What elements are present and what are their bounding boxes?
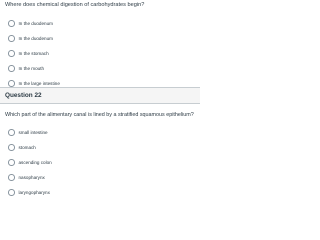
radio-button[interactable] — [8, 65, 15, 72]
answer-list — [0, 16, 200, 91]
question-title: Question 22 — [5, 92, 42, 99]
answer-option[interactable] — [0, 155, 200, 170]
answer-label: small intestine — [18, 129, 48, 135]
radio-button[interactable] — [8, 50, 15, 57]
answer-option[interactable] — [0, 46, 200, 61]
radio-button[interactable] — [8, 159, 15, 166]
answer-option[interactable] — [0, 61, 200, 76]
radio-button[interactable] — [8, 129, 15, 136]
answer-label: In the duodenum — [18, 35, 53, 41]
question-prompt: Where does chemical digestion of carbohydrates begin? — [5, 2, 145, 8]
radio-button[interactable] — [8, 80, 15, 87]
answer-option[interactable] — [0, 125, 200, 140]
question-header — [0, 87, 200, 104]
answer-option[interactable] — [0, 185, 200, 200]
answer-label: In the large intestine — [18, 80, 60, 86]
radio-button[interactable] — [8, 189, 15, 196]
answer-option[interactable] — [0, 170, 200, 185]
question-prompt: Which part of the alimentary canal is lined by a stratified squamous epithelium? — [5, 112, 194, 118]
answer-label: stomach — [18, 144, 36, 150]
radio-button[interactable] — [8, 174, 15, 181]
answer-option[interactable] — [0, 140, 200, 155]
answer-label: ascending colon — [18, 159, 52, 165]
answer-option[interactable] — [0, 16, 200, 31]
radio-button[interactable] — [8, 144, 15, 151]
answer-label: In the stomach — [18, 50, 49, 56]
answer-label: In the mouth — [18, 65, 45, 71]
answer-label: nasopharynx — [18, 174, 45, 180]
answer-list — [0, 125, 200, 200]
answer-label: laryngopharynx — [18, 189, 50, 195]
answer-label: In the duodenum — [18, 20, 53, 26]
answer-option[interactable] — [0, 31, 200, 46]
radio-button[interactable] — [8, 35, 15, 42]
radio-button[interactable] — [8, 20, 15, 27]
